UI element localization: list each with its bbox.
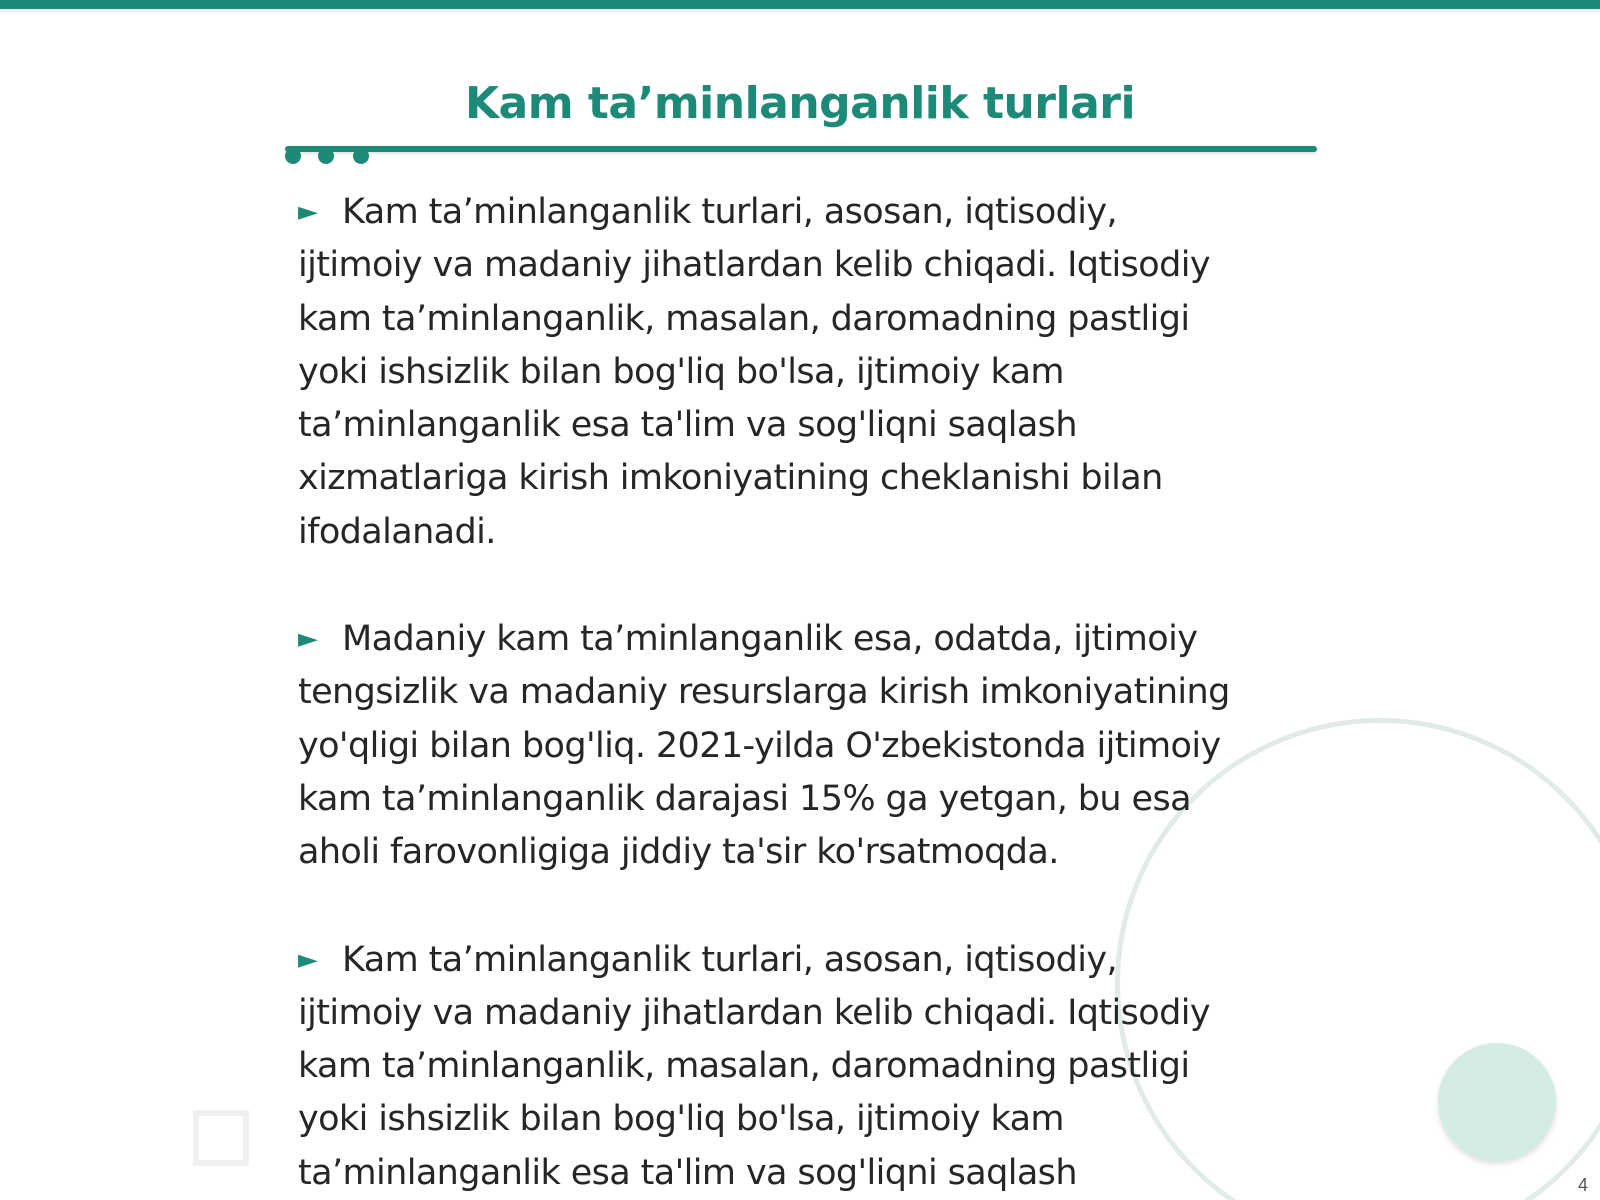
bullet-line (298, 934, 1288, 987)
page-number: 4 (1577, 1175, 1588, 1195)
bullet-line: kam ta’minlanganlik, masalan, daromadning pastligi (298, 298, 1190, 339)
bullet-line: aholi farovonligiga jiddiy ta'sir ko'rsatmoqda. (298, 832, 1059, 873)
bullet-arrow-icon: ► (298, 944, 318, 975)
bullet-line: ta’minlanganlik esa ta'lim va sog'liqni saqlash (298, 405, 1077, 446)
underline-dot (353, 148, 369, 164)
bullet-line (298, 613, 1288, 666)
bullet-text: Kam ta’minlanganlik turlari, asosan, iqtisodiy, (342, 939, 1118, 980)
bullet-text: Madaniy kam ta’minlanganlik esa, odatda, ijtimoiy (342, 619, 1198, 660)
bullet-line: ijtimoiy va madaniy jihatlardan kelib chiqadi. Iqtisodiy (298, 992, 1210, 1033)
bullet-text: Kam ta’minlanganlik turlari, asosan, iqtisodiy, (342, 192, 1118, 232)
bullet-item (298, 934, 1288, 1200)
bullet-line: yoki ishsizlik bilan bog'liq bo'lsa, ijtimoiy kam (298, 351, 1064, 392)
bullet-item (298, 613, 1288, 879)
top-accent-shadow (0, 9, 1600, 15)
underline-dot (285, 148, 301, 164)
underline-dot (318, 148, 334, 164)
bullet-arrow-icon: ► (298, 624, 318, 655)
bullet-arrow-icon: ► (298, 197, 318, 227)
bullet-line: xizmatlariga kirish imkoniyatining cheklanishi bilan (298, 458, 1163, 499)
bullet-line (298, 186, 1288, 239)
slide-title: Kam ta’minlanganlik turlari (464, 78, 1136, 129)
bullet-line: ijtimoiy va madaniy jihatlardan kelib chiqadi. Iqtisodiy (298, 245, 1210, 286)
bullet-line: yo'qligi bilan bog'liq. 2021-yilda O'zbekistonda ijtimoiy (298, 725, 1221, 766)
bullet-item (298, 186, 1288, 559)
bullet-line: ifodalanadi. (298, 511, 496, 552)
bullet-line: tengsizlik va madaniy resurslarga kirish imkoniyatining (298, 672, 1230, 713)
bullet-line: ta’minlanganlik esa ta'lim va sog'liqni saqlash (298, 1152, 1077, 1193)
top-accent-bar (0, 0, 1600, 9)
decorative-square (193, 1110, 249, 1166)
decorative-circle (1438, 1043, 1556, 1161)
bullet-line: kam ta’minlanganlik, masalan, daromadning pastligi (298, 1046, 1190, 1087)
bullet-line: yoki ishsizlik bilan bog'liq bo'lsa, ijtimoiy kam (298, 1099, 1064, 1140)
slide-body (298, 186, 1288, 1200)
bullet-line: kam ta’minlanganlik darajasi 15% ga yetgan, bu esa (298, 778, 1191, 819)
title-underline (285, 146, 1317, 152)
